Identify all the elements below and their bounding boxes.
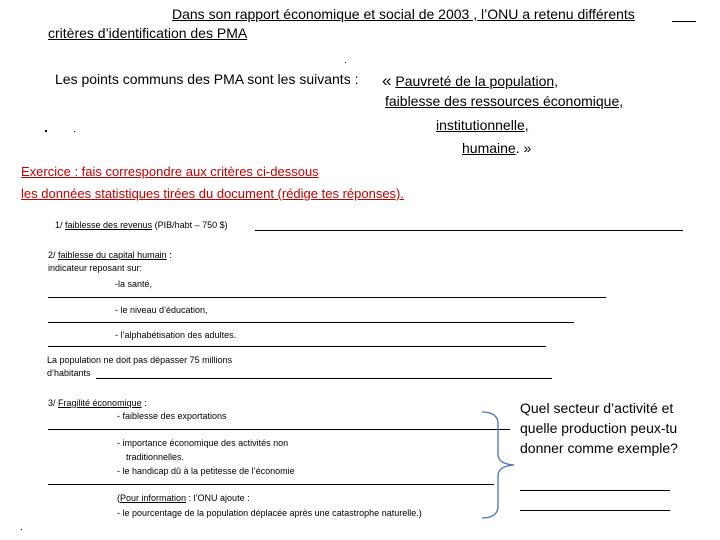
criterion-3-number: 3/ xyxy=(48,398,56,408)
common-item-1 xyxy=(382,71,558,91)
common-item-institutional: institutionnelle, xyxy=(436,117,529,133)
intro-line-2: critères d’identification des PMA xyxy=(48,25,248,41)
open-quote: « xyxy=(382,71,392,90)
side-question: Quel secteur d’activité et quelle production peux-tu donner comme exemple? xyxy=(520,400,678,456)
criterion-2-number: 2/ xyxy=(48,250,56,260)
criterion-3-label: Fragilité économique xyxy=(58,398,142,408)
criterion-3-importance-2: traditionnelles. xyxy=(126,452,185,462)
criterion-2-literacy: - l’alphabétisation des adultes. xyxy=(115,330,237,340)
criterion-2-intro: indicateur reposant sur: xyxy=(48,263,143,273)
exercise-line-1: Exercice : fais correspondre aux critères ci-dessous xyxy=(21,164,319,179)
criterion-3-handicap: - le handicap dû à la petitesse de l’économie xyxy=(117,466,295,476)
question-answer-line-2[interactable] xyxy=(520,510,670,511)
stray-dot xyxy=(345,62,346,63)
answer-line[interactable] xyxy=(48,429,510,430)
answer-line[interactable] xyxy=(48,322,574,323)
criterion-1-number: 1/ xyxy=(55,220,63,230)
intro-line-1-tail xyxy=(672,21,696,22)
criterion-1-label: faiblesse des revenus xyxy=(65,220,153,230)
close-quote: . » xyxy=(515,140,532,156)
criterion-2-education: - le niveau d’éducation, xyxy=(115,305,208,315)
stray-dot xyxy=(45,130,47,132)
info-rest: : l’ONU ajoute : xyxy=(186,493,250,503)
common-item-4 xyxy=(462,140,531,156)
population-criterion-line-1: La population ne doit pas dépasser 75 millions xyxy=(47,355,233,365)
stray-dot xyxy=(21,529,22,530)
criterion-2-label: faiblesse du capital humain xyxy=(58,250,167,260)
criterion-2-health: -la santé, xyxy=(115,279,153,289)
info-note: (Pour information : l’ONU ajoute : xyxy=(117,493,250,503)
criterion-2 xyxy=(48,250,172,260)
criterion-3-importance-1: - importance économique des activités non xyxy=(117,438,289,448)
common-points-label: Les points communs des PMA sont les suivants : xyxy=(55,71,359,87)
population-criterion-line-2: d’habitants xyxy=(47,368,91,378)
stray-dot xyxy=(74,131,75,132)
common-item-poverty: Pauvreté de la population, xyxy=(395,73,559,89)
criterion-2-colon: : xyxy=(169,250,172,260)
info-label: Pour information xyxy=(120,493,187,503)
right-brace-icon xyxy=(480,410,520,520)
criterion-1 xyxy=(55,220,228,230)
criterion-3-exports: - faiblesse des exportations xyxy=(117,411,227,421)
answer-line[interactable] xyxy=(48,346,546,347)
criterion-3-colon: : xyxy=(144,398,147,408)
answer-line[interactable] xyxy=(48,484,494,485)
criterion-3 xyxy=(48,398,147,408)
intro-line-1: Dans son rapport économique et social de 2003 , l’ONU a retenu différents xyxy=(172,6,635,22)
answer-line[interactable] xyxy=(96,378,552,379)
common-item-human: humaine xyxy=(462,140,516,156)
common-item-resources: faiblesse des ressources économique, xyxy=(385,93,624,109)
displaced-population: - le pourcentage de la population déplacée après une catastrophe naturelle.) xyxy=(117,508,422,518)
exercise-line-2: les données statistiques tirées du document (rédige tes réponses). xyxy=(21,186,404,201)
answer-line[interactable] xyxy=(255,230,683,231)
answer-line[interactable] xyxy=(48,297,606,298)
question-answer-line-1[interactable] xyxy=(520,490,670,491)
criterion-1-detail: (PIB/habt – 750 $) xyxy=(154,220,228,230)
